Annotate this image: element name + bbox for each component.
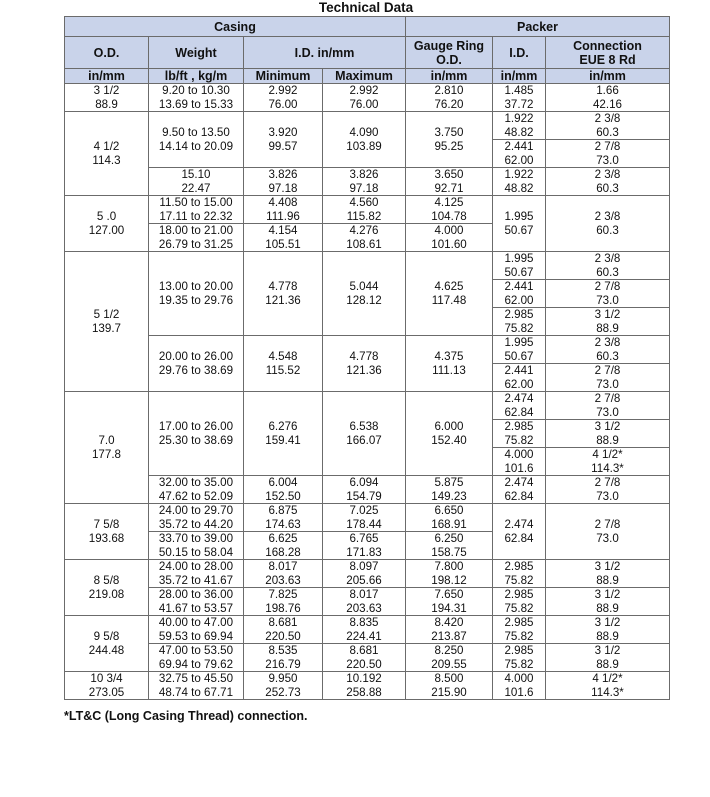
packer-id-cell: 1.995 50.67 xyxy=(493,336,546,364)
weight-cell: 18.00 to 21.00 26.79 to 31.25 xyxy=(149,224,244,252)
gauge-ring-cell: 6.650 168.91 xyxy=(406,504,493,532)
packer-id-cell: 2.985 75.82 xyxy=(493,560,546,588)
weight-cell: 9.50 to 13.50 14.14 to 20.09 xyxy=(149,112,244,168)
connection-column-header: Connection EUE 8 Rd xyxy=(546,37,670,69)
weight-cell: 24.00 to 28.00 35.72 to 41.67 xyxy=(149,560,244,588)
id-range-column-header: I.D. in/mm xyxy=(244,37,406,69)
gauge-ring-cell: 3.750 95.25 xyxy=(406,112,493,168)
table-body xyxy=(65,84,670,700)
casing-od-cell: 4 1/2 114.3 xyxy=(65,112,149,196)
connection-cell: 2 7/8 73.0 xyxy=(546,476,670,504)
gauge-ring-cell: 8.250 209.55 xyxy=(406,644,493,672)
gauge-ring-cell: 4.625 117.48 xyxy=(406,252,493,336)
connection-unit-header: in/mm xyxy=(546,69,670,84)
id-minimum-cell: 8.681 220.50 xyxy=(244,616,323,644)
id-maximum-cell: 10.192 258.88 xyxy=(323,672,406,700)
packer-id-column-header: I.D. xyxy=(493,37,546,69)
weight-cell: 32.75 to 45.50 48.74 to 67.71 xyxy=(149,672,244,700)
weight-cell: 9.20 to 10.30 13.69 to 15.33 xyxy=(149,84,244,112)
weight-cell: 20.00 to 26.00 29.76 to 38.69 xyxy=(149,336,244,392)
packer-id-cell: 2.985 75.82 xyxy=(493,588,546,616)
od-unit-header: in/mm xyxy=(65,69,149,84)
gauge-unit-header: in/mm xyxy=(406,69,493,84)
connection-cell: 2 7/8 73.0 xyxy=(546,392,670,420)
packer-group-header: Packer xyxy=(406,17,670,37)
packer-id-cell: 2.441 62.00 xyxy=(493,364,546,392)
id-minimum-cell: 9.950 252.73 xyxy=(244,672,323,700)
connection-cell: 2 7/8 73.0 xyxy=(546,140,670,168)
packer-id-cell: 4.000 101.6 xyxy=(493,672,546,700)
connection-cell: 2 3/8 60.3 xyxy=(546,252,670,280)
id-minimum-cell: 6.875 174.63 xyxy=(244,504,323,532)
id-maximum-cell: 5.044 128.12 xyxy=(323,252,406,336)
connection-cell: 3 1/2 88.9 xyxy=(546,588,670,616)
id-maximum-header: Maximum xyxy=(323,69,406,84)
gauge-ring-cell: 2.810 76.20 xyxy=(406,84,493,112)
connection-cell: 3 1/2 88.9 xyxy=(546,308,670,336)
id-maximum-cell: 4.778 121.36 xyxy=(323,336,406,392)
id-minimum-cell: 6.276 159.41 xyxy=(244,392,323,476)
packer-id-cell: 2.441 62.00 xyxy=(493,140,546,168)
id-minimum-cell: 3.920 99.57 xyxy=(244,112,323,168)
id-minimum-cell: 4.548 115.52 xyxy=(244,336,323,392)
casing-od-cell: 3 1/2 88.9 xyxy=(65,84,149,112)
packer-id-cell: 2.474 62.84 xyxy=(493,504,546,560)
id-maximum-cell: 8.835 224.41 xyxy=(323,616,406,644)
gauge-ring-cell: 7.800 198.12 xyxy=(406,560,493,588)
id-maximum-cell: 8.097 205.66 xyxy=(323,560,406,588)
gauge-ring-cell: 8.500 215.90 xyxy=(406,672,493,700)
casing-od-cell: 7 5/8 193.68 xyxy=(65,504,149,560)
connection-cell: 4 1/2* 114.3* xyxy=(546,448,670,476)
packer-id-cell: 1.485 37.72 xyxy=(493,84,546,112)
connection-cell: 2 7/8 73.0 xyxy=(546,504,670,560)
id-minimum-cell: 2.992 76.00 xyxy=(244,84,323,112)
id-minimum-cell: 8.017 203.63 xyxy=(244,560,323,588)
packer-id-cell: 2.985 75.82 xyxy=(493,644,546,672)
casing-od-cell: 7.0 177.8 xyxy=(65,392,149,504)
connection-cell: 3 1/2 88.9 xyxy=(546,420,670,448)
id-minimum-cell: 4.408 111.96 xyxy=(244,196,323,224)
packer-id-cell: 2.985 75.82 xyxy=(493,420,546,448)
packer-id-cell: 4.000 101.6 xyxy=(493,448,546,476)
weight-cell: 47.00 to 53.50 69.94 to 79.62 xyxy=(149,644,244,672)
gauge-ring-cell: 6.000 152.40 xyxy=(406,392,493,476)
id-maximum-cell: 8.681 220.50 xyxy=(323,644,406,672)
packer-id-unit-header: in/mm xyxy=(493,69,546,84)
id-minimum-cell: 6.625 168.28 xyxy=(244,532,323,560)
casing-group-header: Casing xyxy=(65,17,406,37)
packer-id-cell: 1.995 50.67 xyxy=(493,252,546,280)
gauge-ring-cell: 5.875 149.23 xyxy=(406,476,493,504)
gauge-ring-cell: 4.000 101.60 xyxy=(406,224,493,252)
id-maximum-cell: 8.017 203.63 xyxy=(323,588,406,616)
casing-od-cell: 5 .0 127.00 xyxy=(65,196,149,252)
id-maximum-cell: 6.094 154.79 xyxy=(323,476,406,504)
id-minimum-cell: 6.004 152.50 xyxy=(244,476,323,504)
connection-cell: 3 1/2 88.9 xyxy=(546,560,670,588)
packer-id-cell: 2.441 62.00 xyxy=(493,280,546,308)
connection-cell: 4 1/2* 114.3* xyxy=(546,672,670,700)
gauge-ring-cell: 8.420 213.87 xyxy=(406,616,493,644)
connection-cell: 3 1/2 88.9 xyxy=(546,616,670,644)
id-minimum-cell: 4.154 105.51 xyxy=(244,224,323,252)
gauge-ring-cell: 3.650 92.71 xyxy=(406,168,493,196)
connection-cell: 2 7/8 73.0 xyxy=(546,280,670,308)
packer-id-cell: 1.922 48.82 xyxy=(493,168,546,196)
id-maximum-cell: 6.538 166.07 xyxy=(323,392,406,476)
packer-id-cell: 2.474 62.84 xyxy=(493,392,546,420)
id-minimum-cell: 7.825 198.76 xyxy=(244,588,323,616)
connection-cell: 2 3/8 60.3 xyxy=(546,196,670,252)
connection-cell: 2 3/8 60.3 xyxy=(546,336,670,364)
gauge-ring-cell: 6.250 158.75 xyxy=(406,532,493,560)
id-maximum-cell: 4.090 103.89 xyxy=(323,112,406,168)
packer-id-cell: 2.474 62.84 xyxy=(493,476,546,504)
gauge-ring-cell: 7.650 194.31 xyxy=(406,588,493,616)
weight-cell: 28.00 to 36.00 41.67 to 53.57 xyxy=(149,588,244,616)
packer-id-cell: 1.995 50.67 xyxy=(493,196,546,252)
connection-cell: 2 3/8 60.3 xyxy=(546,112,670,140)
gauge-ring-column-header: Gauge Ring O.D. xyxy=(406,37,493,69)
weight-unit-header: lb/ft , kg/m xyxy=(149,69,244,84)
id-minimum-cell: 8.535 216.79 xyxy=(244,644,323,672)
connection-cell: 2 7/8 73.0 xyxy=(546,364,670,392)
id-minimum-header: Minimum xyxy=(244,69,323,84)
weight-cell: 32.00 to 35.00 47.62 to 52.09 xyxy=(149,476,244,504)
gauge-ring-cell: 4.125 104.78 xyxy=(406,196,493,224)
weight-cell: 24.00 to 29.70 35.72 to 44.20 xyxy=(149,504,244,532)
casing-od-cell: 9 5/8 244.48 xyxy=(65,616,149,672)
id-minimum-cell: 3.826 97.18 xyxy=(244,168,323,196)
connection-cell: 1.66 42.16 xyxy=(546,84,670,112)
packer-id-cell: 2.985 75.82 xyxy=(493,308,546,336)
casing-od-cell: 10 3/4 273.05 xyxy=(65,672,149,700)
id-maximum-cell: 4.276 108.61 xyxy=(323,224,406,252)
casing-od-cell: 8 5/8 219.08 xyxy=(65,560,149,616)
packer-id-cell: 1.922 48.82 xyxy=(493,112,546,140)
weight-cell: 33.70 to 39.00 50.15 to 58.04 xyxy=(149,532,244,560)
weight-cell: 17.00 to 26.00 25.30 to 38.69 xyxy=(149,392,244,476)
id-minimum-cell: 4.778 121.36 xyxy=(244,252,323,336)
weight-cell: 13.00 to 20.00 19.35 to 29.76 xyxy=(149,252,244,336)
od-column-header: O.D. xyxy=(65,37,149,69)
technical-data-table xyxy=(64,16,670,700)
connection-cell: 3 1/2 88.9 xyxy=(546,644,670,672)
weight-cell: 15.10 22.47 xyxy=(149,168,244,196)
page-title: Technical Data xyxy=(318,0,414,15)
id-maximum-cell: 7.025 178.44 xyxy=(323,504,406,532)
id-maximum-cell: 6.765 171.83 xyxy=(323,532,406,560)
connection-cell: 2 3/8 60.3 xyxy=(546,168,670,196)
id-maximum-cell: 3.826 97.18 xyxy=(323,168,406,196)
footnote: *LT&C (Long Casing Thread) connection. xyxy=(64,709,308,723)
casing-od-cell: 5 1/2 139.7 xyxy=(65,252,149,392)
gauge-ring-cell: 4.375 111.13 xyxy=(406,336,493,392)
packer-id-cell: 2.985 75.82 xyxy=(493,616,546,644)
weight-cell: 11.50 to 15.00 17.11 to 22.32 xyxy=(149,196,244,224)
weight-cell: 40.00 to 47.00 59.53 to 69.94 xyxy=(149,616,244,644)
weight-column-header: Weight xyxy=(149,37,244,69)
id-maximum-cell: 2.992 76.00 xyxy=(323,84,406,112)
id-maximum-cell: 4.560 115.82 xyxy=(323,196,406,224)
